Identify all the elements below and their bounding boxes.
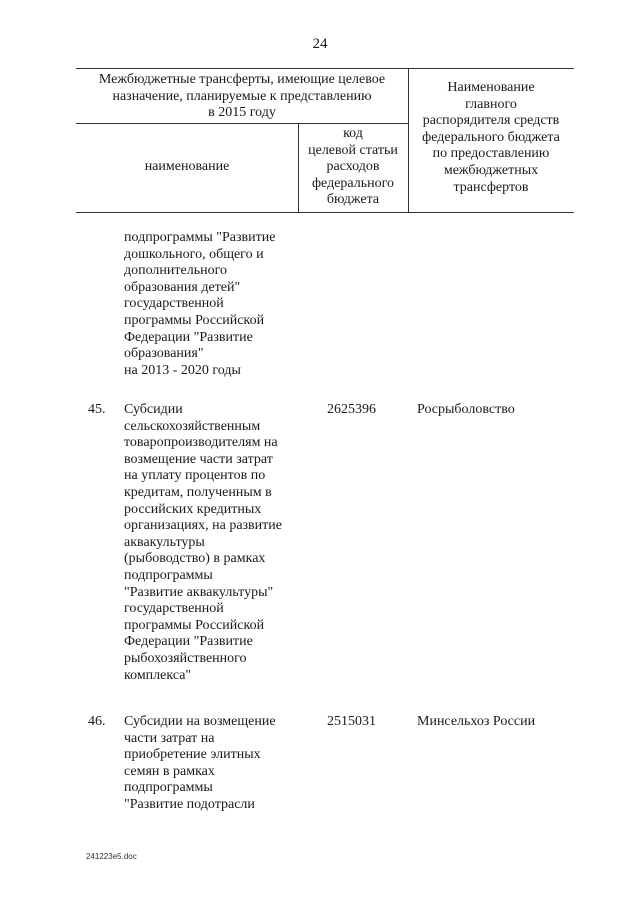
row-name	[124, 230, 306, 379]
row-name-line: дополнительного	[124, 263, 227, 279]
row-code: 2625396	[327, 402, 376, 417]
row-name-line: государственной	[124, 296, 224, 312]
header-column-org-line: федерального бюджета	[422, 129, 560, 145]
row-name-line: "Развитие аквакультуры"	[124, 584, 274, 600]
header-column-code-line: целевой статьи	[308, 142, 398, 158]
row-name-line: Федерации "Развитие	[124, 634, 253, 650]
header-column-name	[76, 159, 298, 176]
row-name-line: рыбохозяйственного	[124, 650, 247, 666]
row-name-line: государственной	[124, 601, 224, 617]
header-column-org-line: распорядителя средств	[422, 113, 560, 129]
row-name-line: образования"	[124, 346, 204, 362]
row-name-line: комплекса"	[124, 667, 192, 683]
header-column-code-line: код	[343, 126, 363, 141]
row-name-line: приобретение элитных	[124, 747, 261, 763]
header-column-org-line: главного	[465, 96, 517, 112]
row-org: Росрыболовство	[417, 402, 515, 417]
header-column-code-line: бюджета	[326, 192, 380, 208]
row-name-line: Субсидии	[124, 402, 183, 417]
header-column-org-line: Наименование	[447, 80, 535, 95]
header-bottom-rule	[76, 212, 574, 213]
header-column-code-line: федерального	[311, 175, 395, 191]
header-group-title-line: в 2015 году	[208, 105, 276, 121]
row-name-line: аквакультуры	[124, 534, 205, 550]
row-name-line: Федерации "Развитие	[124, 329, 253, 345]
row-name-line: возмещение части затрат	[124, 451, 273, 467]
row-name-line: подпрограммы "Развитие	[124, 230, 276, 245]
row-name	[124, 714, 306, 814]
header-column-org-line: по предоставлению	[432, 146, 550, 162]
footer-filename: 241223е5.doc	[86, 852, 137, 861]
page-number: 24	[312, 36, 328, 52]
row-name-line: российских кредитных	[124, 501, 262, 517]
header-column-org-line: трансфертов	[453, 179, 529, 195]
header-subdivider-rule	[76, 123, 408, 124]
table-top-rule	[76, 68, 574, 69]
row-name-line: сельскохозяйственным	[124, 418, 261, 434]
row-name-line: (рыбоводство) в рамках	[124, 551, 266, 567]
header-column-org-line: межбюджетных	[443, 162, 539, 178]
header-column-name-label: наименование	[144, 159, 230, 174]
row-name-line: программы Российской	[124, 312, 265, 328]
header-group-title-line: Межбюджетные трансферты, имеющие целевое	[98, 72, 386, 87]
header-group-title	[76, 72, 408, 122]
row-name-line: части затрат на	[124, 730, 215, 746]
row-name-line: "Развитие подотрасли	[124, 796, 255, 812]
header-column-code-line: расходов	[326, 159, 380, 175]
row-name-line: дошкольного, общего и	[124, 246, 264, 262]
row-name-line: кредитам, полученным в	[124, 484, 272, 500]
row-name-line: на 2013 - 2020 годы	[124, 362, 241, 378]
header-group-title-line: назначение, планируемые к представлению	[112, 88, 372, 104]
row-name-line: на уплату процентов по	[124, 468, 266, 484]
row-name-line: программы Российской	[124, 617, 265, 633]
row-name-line: семян в рамках	[124, 763, 215, 779]
row-number: 45.	[88, 402, 106, 417]
row-name-line: организациях, на развитие	[124, 518, 282, 534]
row-name	[124, 402, 306, 684]
row-name-line: подпрограммы	[124, 567, 213, 583]
row-name-line: Субсидии на возмещение	[124, 714, 276, 729]
header-column-org	[408, 80, 574, 196]
header-column-code	[298, 126, 408, 209]
row-code: 2515031	[327, 714, 376, 729]
row-number: 46.	[88, 714, 106, 729]
row-org: Минсельхоз России	[417, 714, 536, 729]
row-name-line: товаропроизводителям на	[124, 435, 278, 451]
row-name-line: образования детей"	[124, 279, 241, 295]
row-name-line: подпрограммы	[124, 780, 213, 796]
